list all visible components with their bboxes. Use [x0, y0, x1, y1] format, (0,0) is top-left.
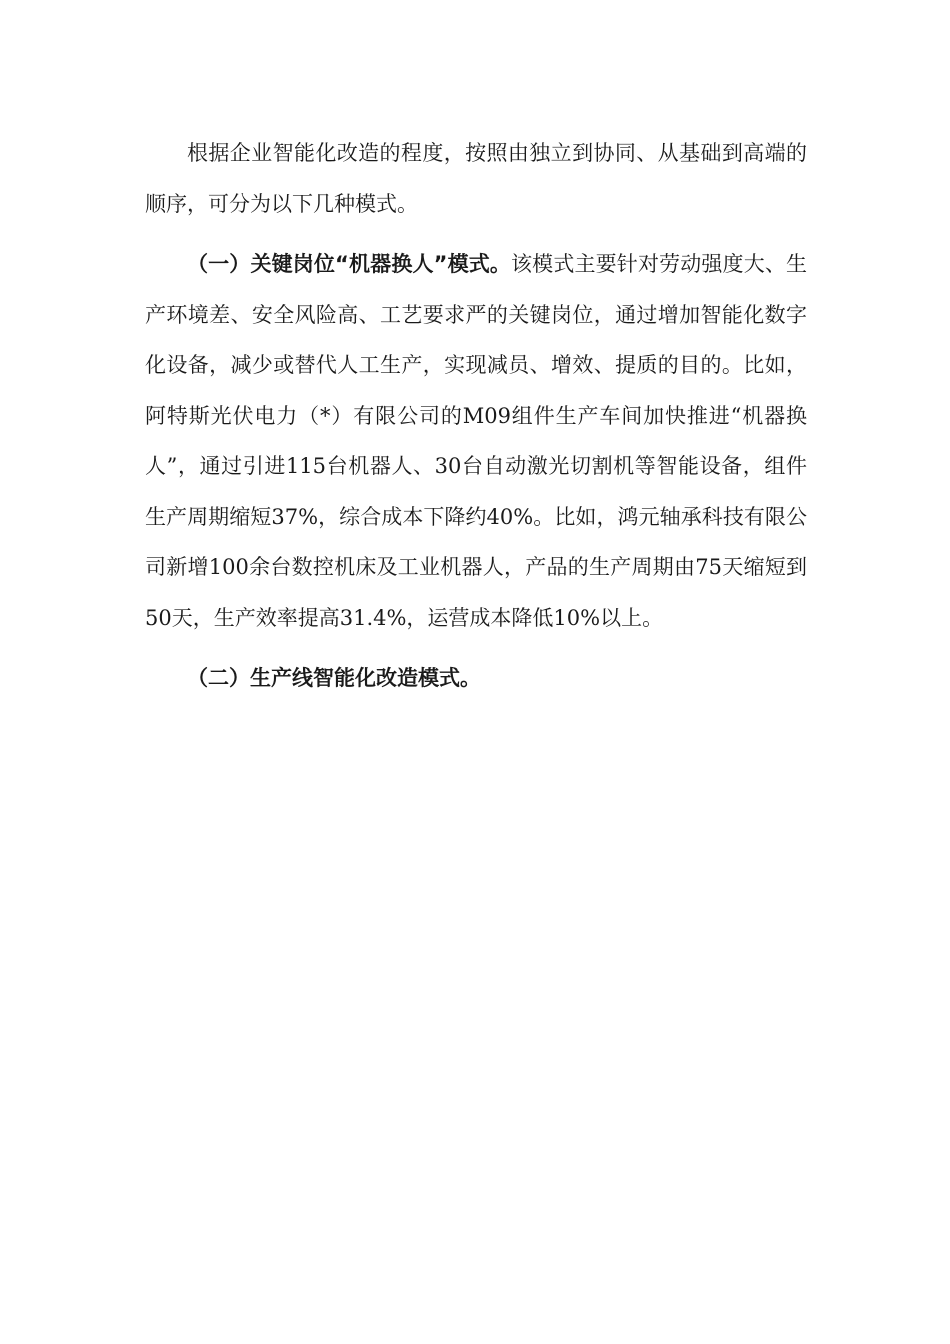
document-body: [145, 128, 807, 704]
section-2-heading: （二）生产线智能化改造模式。: [187, 666, 481, 690]
section-1-body: 该模式主要针对劳动强度大、生产环境差、安全风险高、工艺要求严的关键岗位，通过增加智能化数字化设备，减少或替代人工生产，实现减员、增效、提质的目的。比如，阿特斯光伏电力（*）有限公司的M09组件生产车间加快推进“机器换人”，通过引进115台机器人、30台自动激光切割机等智能设备，组件生产周期缩短37%，综合成本下降约40%。比如，鸿元轴承科技有限公司新增100余台数控机床及工业机器人，产品的生产周期由75天缩短到50天，生产效率提高31.4%，运营成本降低10%以上。: [145, 252, 807, 630]
intro-text: 根据企业智能化改造的程度，按照由独立到协同、从基础到高端的顺序，可分为以下几种模式。: [145, 141, 807, 216]
section-2-paragraph: [145, 653, 807, 704]
section-1-paragraph: [145, 239, 807, 643]
section-1-heading: （一）关键岗位“机器换人”模式。: [187, 252, 512, 276]
intro-paragraph: [145, 128, 807, 229]
